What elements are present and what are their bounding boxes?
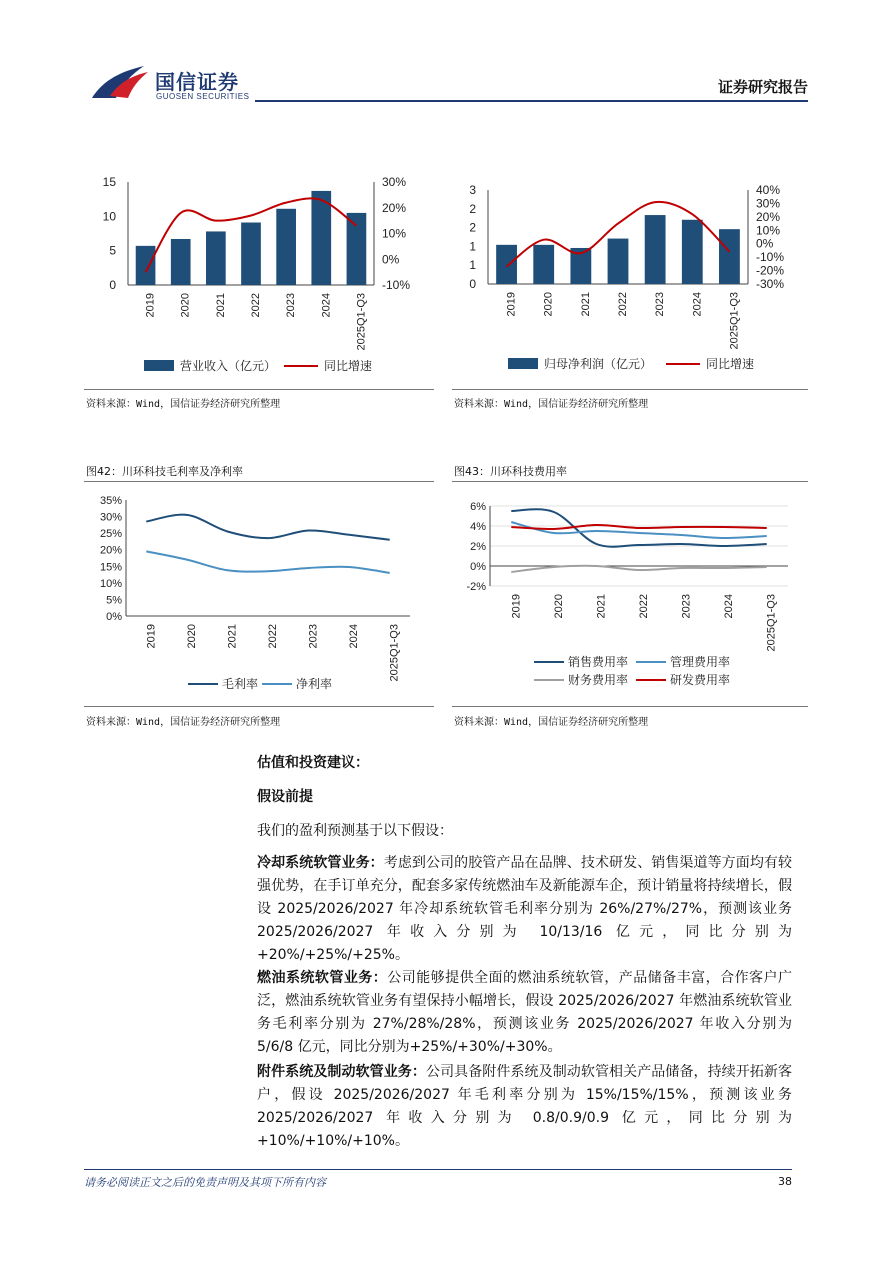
y2-tick-label: 0%	[382, 252, 400, 267]
paragraph-body: 考虑到公司的胶管产品在品牌、技术研发、销售渠道等方面均有较强优势，在手订单充分，配套多家传统燃油车及新能源车企，预计销量将持续增长，假设 2025/2026/2027 年冷却系统软管毛利率分别为 26%/27%/27%，预测该业务 2025/2026/2027 年收入分别为 10/13/16 亿元，同比分别为+20%/+25%/+25%。	[257, 855, 793, 963]
y-tick-label: 15%	[99, 561, 122, 574]
legend-label: 同比增速	[324, 359, 373, 373]
divider	[84, 481, 434, 482]
y2-tick-label: 10%	[756, 223, 781, 238]
y-tick-label: 30%	[99, 511, 122, 524]
bar	[682, 220, 703, 284]
x-tick-label: 2023	[680, 594, 693, 619]
x-tick-label: 2020	[542, 292, 555, 317]
x-tick-label: 2021	[214, 293, 227, 318]
x-tick-label: 2021	[579, 292, 592, 317]
revenue-chart	[84, 168, 434, 380]
paragraph-body: 公司具备附件系统及制动软管相关产品储备，持续开拓新客户，假设 2025/2026/2027 年毛利率分别为 15%/15%/15%，预测该业务 2025/2026/2027 年收入分别为 0.8/0.9/0.9 亿元，同比分别为+10%/+10%/+10%。	[257, 1064, 793, 1149]
divider	[84, 389, 434, 390]
revenue-source: 资料来源：Wind，国信证券经济研究所整理	[86, 399, 281, 410]
legend-label: 财务费用率	[568, 673, 629, 687]
legend-label: 研发费用率	[670, 673, 731, 687]
y-tick-label: 2	[469, 220, 476, 235]
y-tick-label: -2%	[466, 581, 486, 593]
legend-label: 归母净利润（亿元）	[544, 357, 653, 371]
x-tick-label: 2024	[691, 292, 704, 317]
page-number: 38	[778, 1175, 792, 1188]
paragraph-title: 附件系统及制动软管业务：	[257, 1064, 426, 1080]
header-divider	[255, 100, 808, 102]
y-tick-label: 5%	[106, 594, 122, 607]
bar	[171, 239, 191, 285]
x-tick-label: 2020	[552, 594, 565, 619]
x-tick-label: 2019	[510, 594, 523, 619]
y2-tick-label: 40%	[756, 183, 781, 197]
y2-tick-label: -30%	[756, 277, 785, 291]
x-tick-label: 2023	[307, 624, 320, 649]
divider	[452, 389, 808, 390]
series-line	[146, 515, 389, 540]
y-tick-label: 25%	[99, 528, 122, 541]
y2-tick-label: 30%	[382, 175, 407, 189]
y-tick-label: 0%	[470, 561, 486, 573]
paragraph-title: 燃油系统软管业务：	[257, 970, 388, 986]
brand-name: 国信证券	[155, 70, 239, 94]
y2-tick-label: -10%	[382, 278, 411, 292]
y-tick-label: 4%	[470, 521, 486, 533]
bar	[533, 245, 554, 284]
legend-swatch-bar	[144, 360, 174, 371]
divider	[452, 481, 808, 482]
y-tick-label: 0	[109, 278, 116, 292]
profit-chart	[452, 168, 808, 380]
paragraph-title: 冷却系统软管业务：	[257, 855, 384, 871]
y2-tick-label: -20%	[756, 263, 785, 278]
bar	[311, 191, 331, 285]
y-tick-label: 1	[469, 258, 476, 273]
expense-caption: 图43：川环科技费用率	[454, 465, 567, 478]
y-tick-label: 0	[469, 277, 476, 291]
x-tick-label: 2025Q1-Q3	[728, 292, 741, 350]
profit-source: 资料来源：Wind，国信证券经济研究所整理	[454, 399, 649, 410]
section-heading: 估值和投资建议：	[257, 755, 369, 771]
x-tick-label: 2022	[638, 594, 650, 619]
series-line	[511, 566, 766, 572]
y2-tick-label: 0%	[756, 236, 774, 251]
legend-label: 毛利率	[222, 677, 259, 691]
y-tick-label: 2	[469, 201, 476, 216]
x-tick-label: 2021	[595, 594, 608, 619]
legend-label: 同比增速	[706, 357, 755, 371]
series-line	[146, 551, 389, 573]
y2-tick-label: 10%	[382, 226, 407, 241]
brand-logo-icon	[88, 62, 152, 108]
y2-tick-label: 20%	[382, 200, 407, 215]
bar	[347, 213, 367, 285]
bar	[276, 209, 296, 285]
intro-paragraph: 我们的盈利预测基于以下假设：	[257, 823, 453, 839]
paragraph-cooling	[257, 852, 792, 967]
x-tick-label: 2024	[320, 293, 333, 318]
bar	[608, 239, 629, 284]
y2-tick-label: 20%	[756, 209, 781, 224]
bar	[136, 246, 156, 285]
x-tick-label: 2019	[144, 293, 157, 318]
x-tick-label: 2025Q1-Q3	[388, 624, 401, 682]
y-tick-label: 5	[109, 243, 116, 258]
y-tick-label: 10%	[99, 577, 122, 590]
y-tick-label: 10	[102, 209, 116, 224]
x-tick-label: 2022	[267, 624, 279, 649]
x-tick-label: 2023	[654, 292, 667, 317]
y-tick-label: 20%	[99, 544, 122, 557]
bar	[496, 245, 517, 284]
y-tick-label: 0%	[106, 611, 122, 623]
x-tick-label: 2023	[285, 293, 298, 318]
paragraph-body: 公司能够提供全面的燃油系统软管，产品储备丰富，合作客户广泛，燃油系统软管业务有望保持小幅增长，假设 2025/2026/2027 年燃油系统软管业务毛利率分别为 27%/28%/28%，预测该业务 2025/2026/2027 年收入分别为 5/6/8 亿元，同比分别为+25%/+30%/+30%。	[257, 970, 792, 1055]
subsection-heading: 假设前提	[257, 789, 313, 805]
legend-swatch-bar	[508, 358, 538, 369]
bar	[719, 229, 740, 284]
bar	[241, 223, 261, 285]
x-tick-label: 2020	[185, 624, 198, 649]
y2-tick-label: -10%	[756, 250, 785, 265]
expense-chart	[452, 486, 808, 698]
x-tick-label: 2024	[348, 624, 361, 649]
y2-tick-label: 30%	[756, 196, 781, 211]
footer-divider	[84, 1169, 792, 1170]
paragraph-fuel	[257, 967, 792, 1059]
y-tick-label: 3	[469, 183, 476, 197]
x-tick-label: 2025Q1-Q3	[355, 293, 368, 351]
margin-source: 资料来源：Wind，国信证券经济研究所整理	[86, 717, 281, 728]
margin-caption: 图42：川环科技毛利率及净利率	[86, 465, 243, 478]
y-tick-label: 15	[102, 175, 116, 189]
paragraph-accessory	[257, 1061, 792, 1153]
y-tick-label: 6%	[470, 501, 486, 513]
brand-name-en: GUOSEN SECURITIES	[156, 92, 250, 101]
legend-label: 管理费用率	[670, 655, 731, 669]
x-tick-label: 2022	[617, 292, 629, 317]
bar	[645, 215, 666, 284]
divider	[452, 706, 808, 707]
legend-label: 销售费用率	[568, 655, 629, 669]
margin-chart	[84, 486, 434, 698]
bar	[206, 231, 226, 285]
legend-label: 营业收入（亿元）	[180, 359, 277, 373]
x-tick-label: 2024	[723, 594, 736, 619]
x-tick-label: 2019	[505, 292, 518, 317]
footer-disclaimer: 请务必阅读正文之后的免责声明及其项下所有内容	[84, 1176, 326, 1189]
y-tick-label: 35%	[99, 495, 122, 507]
x-tick-label: 2022	[250, 293, 262, 318]
y-tick-label: 1	[469, 239, 476, 254]
divider	[84, 706, 434, 707]
expense-source: 资料来源：Wind，国信证券经济研究所整理	[454, 717, 649, 728]
x-tick-label: 2020	[179, 293, 192, 318]
x-tick-label: 2021	[226, 624, 239, 649]
legend-label: 净利率	[296, 677, 333, 691]
x-tick-label: 2019	[145, 624, 158, 649]
report-type: 证券研究报告	[717, 78, 808, 96]
x-tick-label: 2025Q1-Q3	[765, 594, 778, 652]
y-tick-label: 2%	[470, 541, 486, 553]
